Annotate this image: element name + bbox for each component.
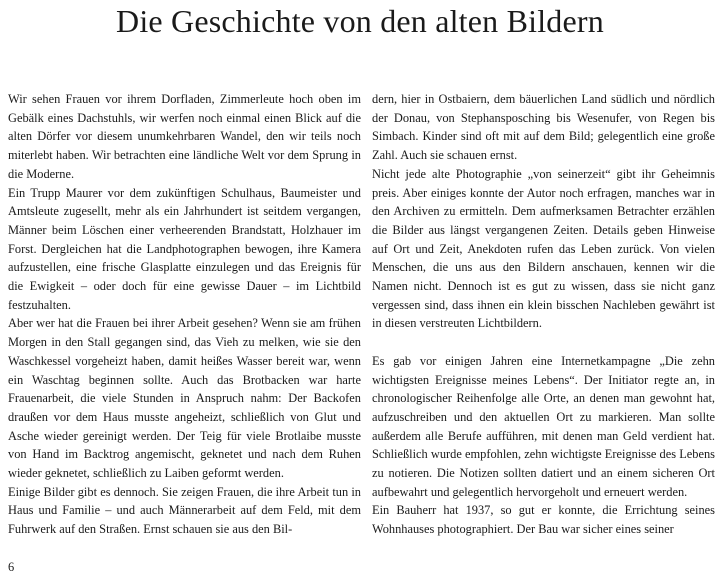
paragraph: Wir sehen Frauen vor ihrem Dorfladen, Zimmerleute hoch oben im Gebälk eines Dachstuhls, wir werfen noch einmal einen Blick auf die alten Dörfer vor diesem unumkehrbaren Wandel, den wir teils noch miterlebt haben. Wir betrachten eine ländliche Welt vor dem Sprung in die Moderne.: [8, 92, 361, 181]
page-number: 6: [8, 560, 15, 574]
page-title: Die Geschichte von den alten Bildern: [116, 3, 604, 39]
paragraph: Aber wer hat die Frauen bei ihrer Arbeit gesehen? Wenn sie am frühen Morgen in den Stall gegangen sind, das Vieh zu melken, wie sie den Waschkessel vorgeheizt haben, damit heißes Wasser bereit war, wenn ein Waschtag beginnen sollte. Auch das Brotbacken war harte Frauenarbeit, die viele Stunden in Anspruch nahm: Der Backofen draußen vor dem Haus musste angeheizt, schließlich von Glut und Asche wieder gereinigt werden. Der Teig für viele Brotlaibe musste von Hand im Backtrog angemischt, geknetet und nach dem Ruhen wieder geknetet, schließlich zu Laiben geformt werden.: [8, 316, 361, 481]
paragraph: Es gab vor einigen Jahren eine Internetkampagne „Die zehn wichtigsten Ereignisse meines Lebens“. Der Initiator regte an, in chronologischer Reihenfolge alle Orte, an denen man gewohnt hat, aufzuschreiben und den aktuellen Ort zu markieren. Man sollte außerdem alle Berufe aufführen, mit denen man Geld verdient hat. Schließlich wurde empfohlen, zehn wichtigste Ereignisse des Lebens zu notieren. Die Notizen sollten datiert und an einem sicheren Ort aufbewahrt und gelegentlich hervorgeholt und erneuert werden.: [372, 353, 715, 499]
paragraph: Ein Trupp Maurer vor dem zukünftigen Schulhaus, Baumeister und Amtsleute zugesellt, mehr als ein Jahrhundert ist seitdem vergangen, Männer beim Löschen einer verheerenden Brandstatt, Holzhauer im Forst. Dergleichen hat die Landphotographen bewogen, ihre Kamera aufzustellen, eine frische Glasplatte einzulegen und das Ereignis für die Ewigkeit – oder doch für eine gewisse Dauer – im Lichtbild festzuhalten.: [8, 185, 361, 312]
paragraph: Einige Bilder gibt es dennoch. Sie zeigen Frauen, die ihre Arbeit tun in Haus und Familie – und auch Männerarbeit auf dem Feld, mit dem Fuhrwerk auf den Straßen. Ernst schauen sie aus den Bil-: [8, 484, 361, 537]
left-column: [8, 90, 361, 539]
right-column: [372, 90, 715, 539]
paragraph: dern, hier in Ostbaiern, dem bäuerlichen Land südlich und nördlich der Donau, von Stephansposching bis Wesenufer, von Regen bis Simbach. Kinder sind oft mit auf dem Bild; gelegentlich eine große Zahl. Auch sie schauen ernst.: [372, 92, 715, 163]
paragraph: Nicht jede alte Photographie „von seinerzeit“ gibt ihr Geheimnis preis. Aber einiges konnte der Autor noch erfragen, manches war in den Archiven zu ermitteln. Dem aufmerksamen Betrachter erzählen die Bilder aus längst vergangenen Zeiten. Details geben Hinweise auf Ort und Zeit, Anekdoten rufen das Leben zurück. Von vielen Menschen, die uns aus den Bildern anschauen, kennen wir die Namen nicht. Dennoch ist es gut zu wissen, dass sie nicht ganz vergessen sind, dass ihnen ein klein bisschen Nachleben gewährt ist in diesen verstreuten Lichtbildern.: [372, 166, 715, 331]
paragraph: Ein Bauherr hat 1937, so gut er konnte, die Errichtung seines Wohnhauses photographiert. Der Bau war sicher eines seiner: [372, 503, 715, 537]
